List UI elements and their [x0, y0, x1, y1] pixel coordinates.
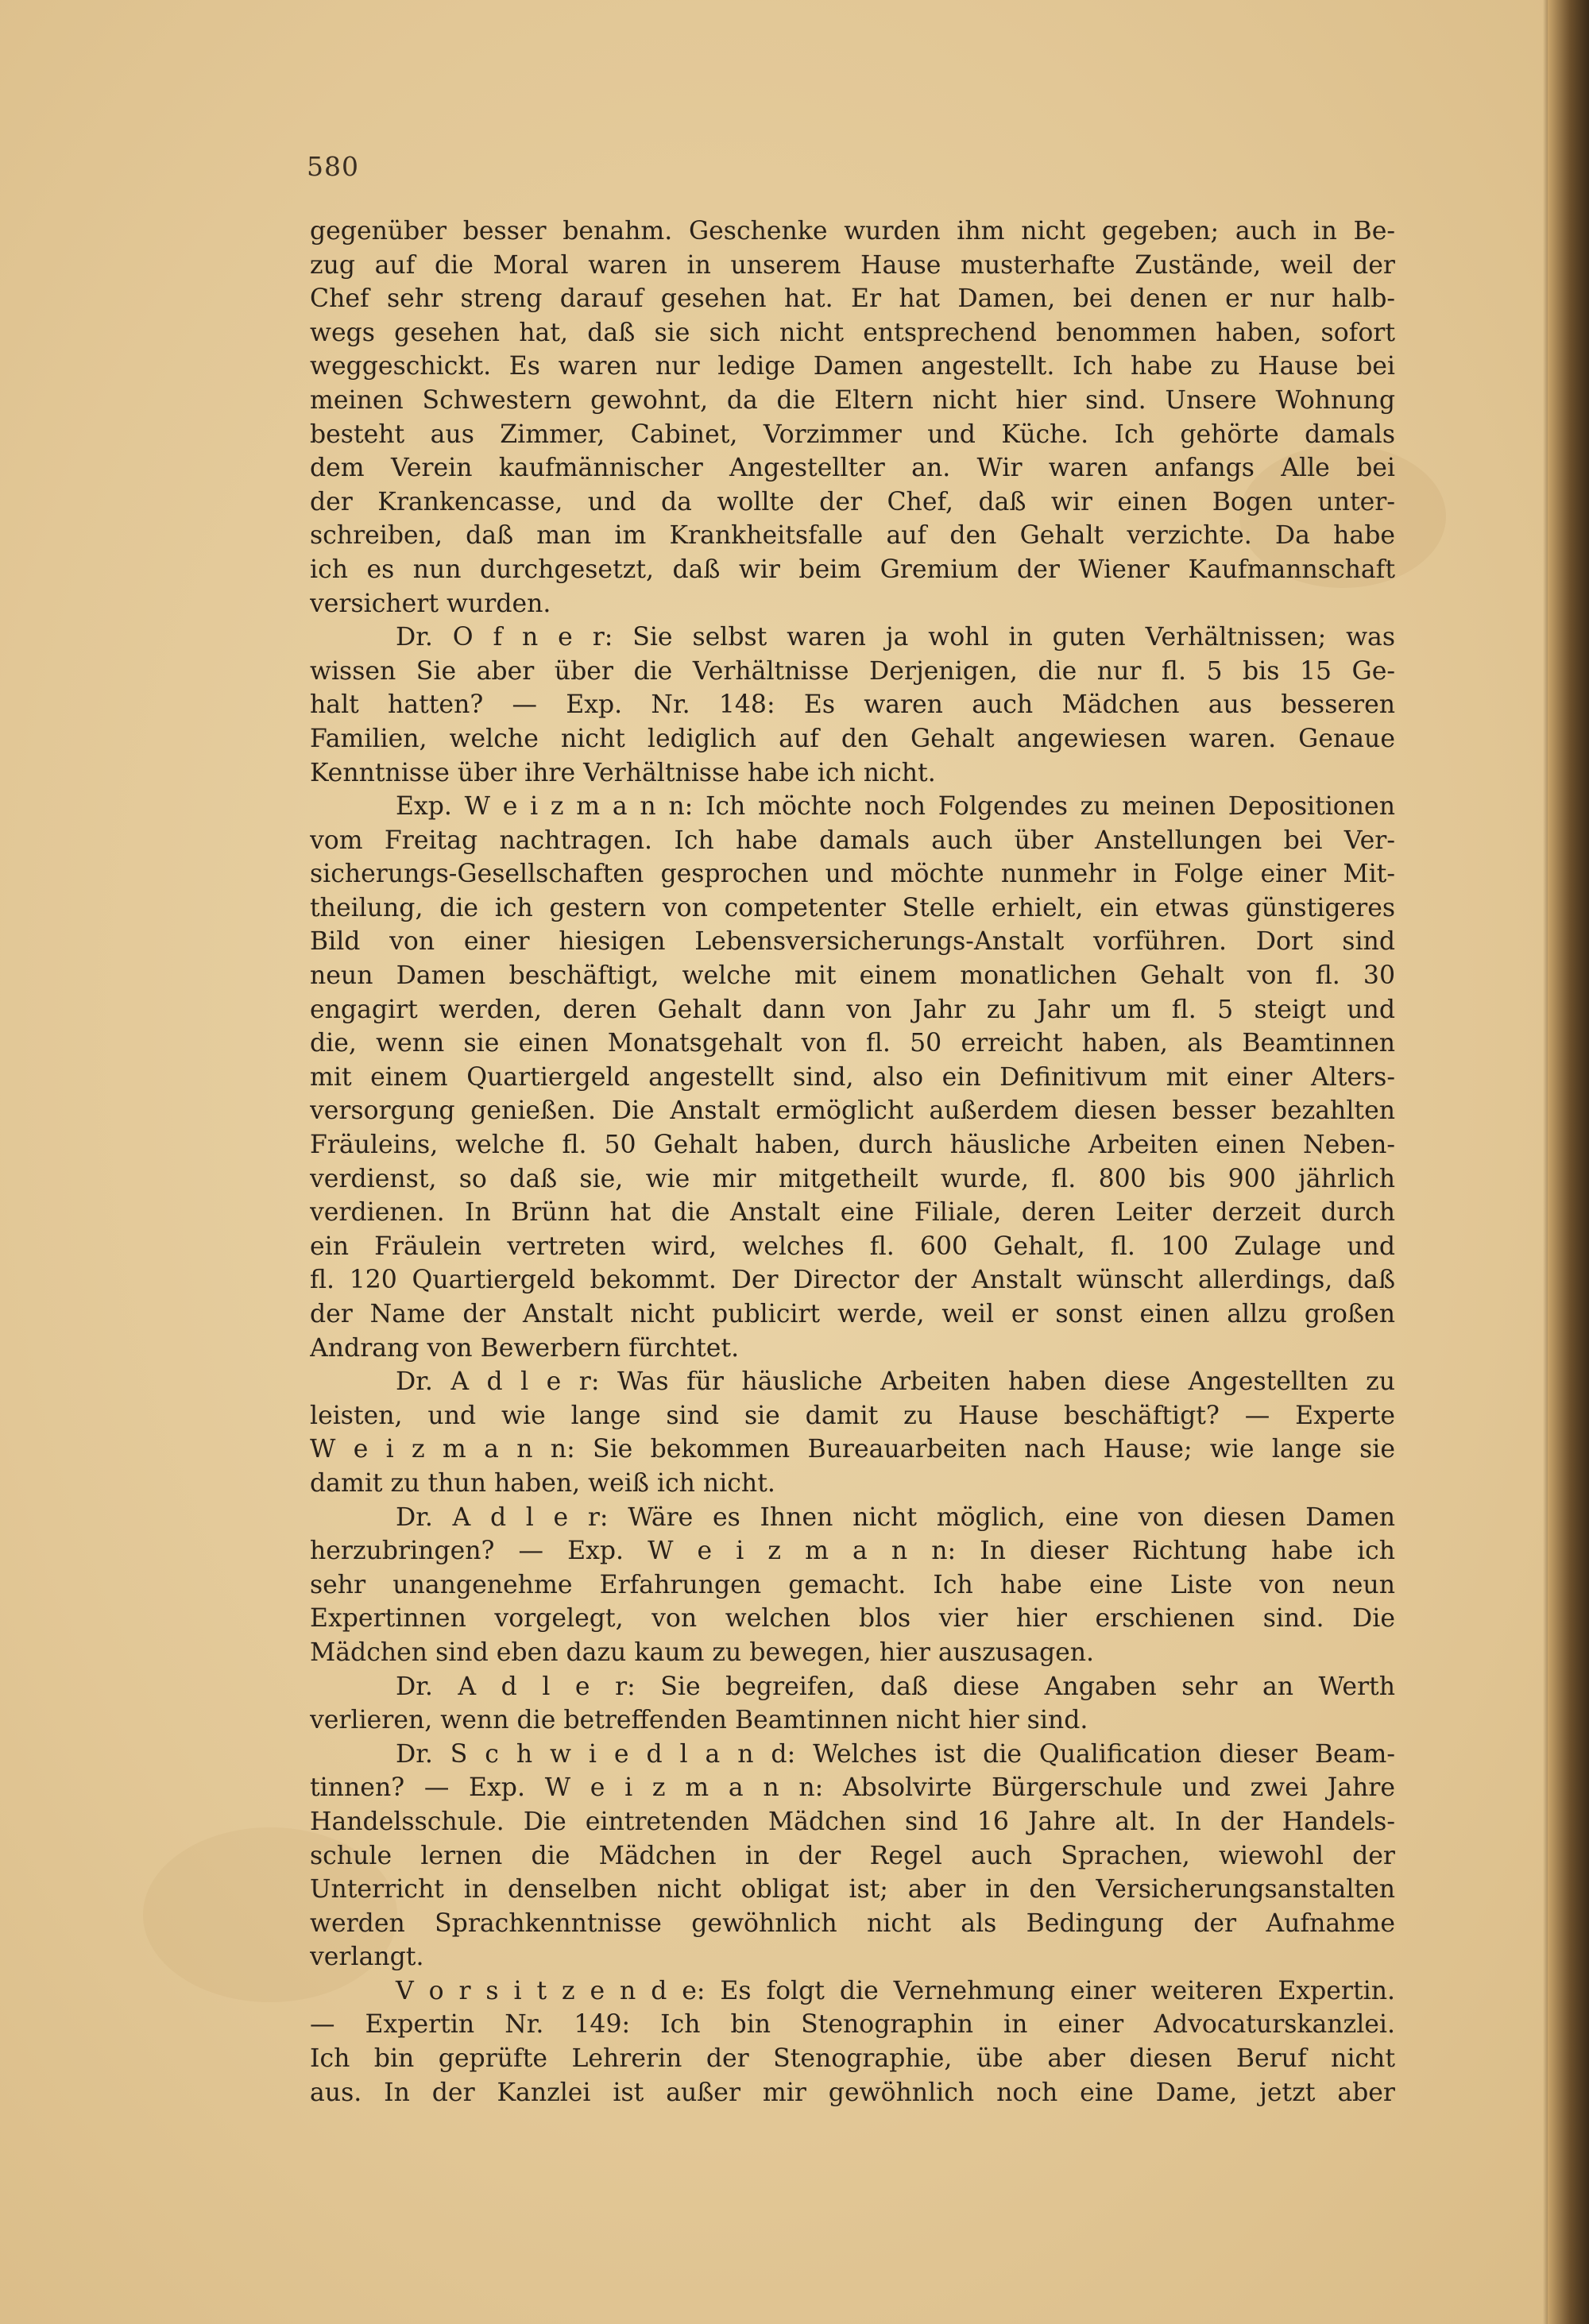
text-line: Andrang von Bewerbern fürchtet.: [310, 1333, 740, 1363]
text-line: neun Damen beschäftigt, welche mit einem monatlichen Gehalt von fl. 30: [310, 961, 1395, 991]
text-line: Mädchen sind eben dazu kaum zu bewegen, hier auszusagen.: [310, 1638, 1095, 1667]
book-spine: [1548, 0, 1589, 2324]
text-line: ich es nun durchgesetzt, daß wir beim Gremium der Wiener Kaufmannschaft: [310, 555, 1395, 584]
text-line: besteht aus Zimmer, Cabinet, Vorzimmer und Küche. Ich gehörte damals: [310, 420, 1395, 449]
text-line: schreiben, daß man im Krankheitsfalle auf den Gehalt verzichte. Da habe: [310, 521, 1395, 551]
page-number: 580: [307, 151, 359, 182]
text-line: herzubringen? — Exp. W e i z m a n n: In dieser Richtung habe ich: [310, 1537, 1395, 1566]
text-line: Unterricht in denselben nicht obligat ist; aber in den Versicherungsanstalten: [310, 1875, 1395, 1904]
text-line: wegs gesehen hat, daß sie sich nicht entsprechend benommen haben, sofort: [310, 318, 1395, 347]
text-line: meinen Schwestern gewohnt, da die Eltern nicht hier sind. Unsere Wohnung: [310, 385, 1395, 415]
text-line: engagirt werden, deren Gehalt dann von Jahr zu Jahr um fl. 5 steigt und: [310, 995, 1395, 1024]
text-line: verdienen. In Brünn hat die Anstalt eine Filiale, deren Leiter derzeit durch: [310, 1198, 1395, 1228]
text-line: weggeschickt. Es waren nur ledige Damen angestellt. Ich habe zu Hause bei: [310, 352, 1395, 381]
text-line: die, wenn sie einen Monatsgehalt von fl. 50 erreicht haben, als Beamtinnen: [310, 1029, 1395, 1058]
text-line: aus. In der Kanzlei ist außer mir gewöhnlich noch eine Dame, jetzt aber: [310, 2078, 1395, 2107]
text-line: theilung, die ich gestern von competenter Stelle erhielt, ein etwas günstigeres: [310, 893, 1395, 922]
text-line: Ich bin geprüfte Lehrerin der Stenographie, übe aber diesen Beruf nicht: [310, 2044, 1395, 2074]
text-line: Exp. W e i z m a n n: Ich möchte noch Folgendes zu meinen Depositionen: [396, 792, 1395, 822]
text-line: Dr. A d l e r: Was für häusliche Arbeiten haben diese Angestellten zu: [396, 1367, 1395, 1397]
text-line: vom Freitag nachtragen. Ich habe damals auch über Anstellungen bei Ver-: [310, 826, 1395, 855]
text-line: Dr. A d l e r: Wäre es Ihnen nicht möglich, eine von diesen Damen: [396, 1502, 1395, 1532]
text-line: verdienst, so daß sie, wie mir mitgetheilt wurde, fl. 800 bis 900 jährlich: [310, 1164, 1395, 1193]
body-text: [310, 215, 1395, 2109]
text-line: Dr. O f n e r: Sie selbst waren ja wohl in guten Verhältnissen; was: [396, 623, 1395, 652]
text-line: Bild von einer hiesigen Lebensversicherungs-Anstalt vorführen. Dort sind: [310, 927, 1395, 957]
text-line: dem Verein kaufmännischer Angestellter an. Wir waren anfangs Alle bei: [310, 454, 1395, 483]
text-line: Familien, welche nicht lediglich auf den Gehalt angewiesen waren. Genaue: [310, 724, 1395, 753]
text-line: verlieren, wenn die betreffenden Beamtinnen nicht hier sind.: [310, 1706, 1088, 1735]
text-line: W e i z m a n n: Sie bekommen Bureauarbeiten nach Hause; wie lange sie: [310, 1435, 1395, 1464]
text-line: gegenüber besser benahm. Geschenke wurden ihm nicht gegeben; auch in Be-: [310, 217, 1395, 246]
text-line: damit zu thun haben, weiß ich nicht.: [310, 1468, 775, 1498]
text-line: sicherungs-Gesellschaften gesprochen und möchte nunmehr in Folge einer Mit-: [310, 860, 1395, 889]
text-line: Expertinnen vorgelegt, von welchen blos vier hier erschienen sind. Die: [310, 1604, 1395, 1634]
text-line: mit einem Quartiergeld angestellt sind, also ein Definitivum mit einer Alters-: [310, 1062, 1395, 1092]
text-line: versorgung genießen. Die Anstalt ermöglicht außerdem diesen besser bezahlten: [310, 1096, 1395, 1126]
text-line: Dr. S c h w i e d l a n d: Welches ist die Qualification dieser Beam-: [396, 1739, 1395, 1769]
text-line: fl. 120 Quartiergeld bekommt. Der Director der Anstalt wünscht allerdings, daß: [310, 1266, 1395, 1295]
text-line: Handelsschule. Die eintretenden Mädchen sind 16 Jahre alt. In der Handels-: [310, 1807, 1395, 1836]
text-line: — Expertin Nr. 149: Ich bin Stenographin in einer Advocaturskanzlei.: [310, 2010, 1395, 2040]
text-line: der Krankencasse, und da wollte der Chef, daß wir einen Bogen unter-: [310, 487, 1395, 516]
text-line: zug auf die Moral waren in unserem Hause musterhafte Zustände, weil der: [310, 250, 1395, 280]
text-line: ein Fräulein vertreten wird, welches fl. 600 Gehalt, fl. 100 Zulage und: [310, 1232, 1395, 1261]
text-line: der Name der Anstalt nicht publicirt werde, weil er sonst einen allzu großen: [310, 1300, 1395, 1328]
text-line: halt hatten? — Exp. Nr. 148: Es waren auch Mädchen aus besseren: [310, 690, 1395, 720]
text-line: leisten, und wie lange sind sie damit zu Hause beschäftigt? — Experte: [310, 1401, 1395, 1430]
text-line: versichert wurden.: [310, 589, 551, 618]
text-line: V o r s i t z e n d e: Es folgt die Vernehmung einer weiteren Expertin.: [396, 1976, 1395, 2005]
text-line: Fräuleins, welche fl. 50 Gehalt haben, durch häusliche Arbeiten einen Neben-: [310, 1131, 1395, 1160]
text-line: sehr unangenehme Erfahrungen gemacht. Ich habe eine Liste von neun: [310, 1570, 1395, 1599]
text-line: Chef sehr streng darauf gesehen hat. Er hat Damen, bei denen er nur halb-: [310, 284, 1395, 314]
text-line: wissen Sie aber über die Verhältnisse Derjenigen, die nur fl. 5 bis 15 Ge-: [310, 656, 1395, 686]
text-line: Dr. A d l e r: Sie begreifen, daß diese Angaben sehr an Werth: [396, 1672, 1395, 1701]
text-line: Kenntnisse über ihre Verhältnisse habe ich nicht.: [310, 758, 936, 787]
text-line: schule lernen die Mädchen in der Regel auch Sprachen, wiewohl der: [310, 1841, 1395, 1870]
text-line: verlangt.: [310, 1943, 424, 1972]
text-line: werden Sprachkenntnisse gewöhnlich nicht als Bedingung der Aufnahme: [310, 1908, 1395, 1938]
text-line: tinnen? — Exp. W e i z m a n n: Absolvirte Bürgerschule und zwei Jahre: [310, 1773, 1395, 1803]
